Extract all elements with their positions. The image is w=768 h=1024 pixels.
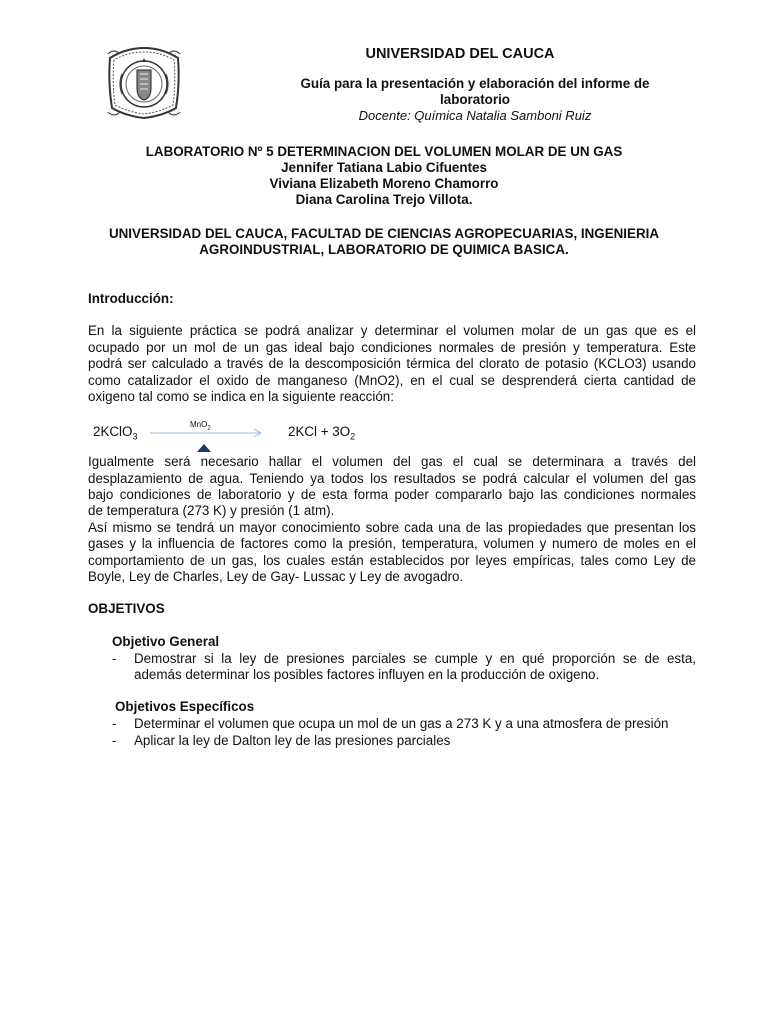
list-dash: -: [112, 651, 117, 666]
affiliation-line2: AGROINDUSTRIAL, LABORATORIO DE QUIMICA BASICA.: [199, 242, 569, 257]
university-name: UNIVERSIDAD DEL CAUCA: [365, 46, 555, 62]
intro-para1-line: En la siguiente práctica se podrá analizar y determinar el volumen molar de un gas que es el: [88, 323, 696, 338]
intro-para3-line: Así mismo se tendrá un mayor conocimiento sobre cada una de las propiedades que presentan los: [88, 520, 696, 535]
list-dash: -: [112, 733, 117, 748]
lab-title: LABORATORIO Nº 5 DETERMINACION DEL VOLUMEN MOLAR DE UN GAS: [145, 144, 623, 159]
objectives-heading: OBJETIVOS: [88, 601, 165, 616]
intro-para1-line: podrá ser calculado a través de la descomposición térmica del clorato de potasio (KCLO3) usando: [88, 356, 696, 371]
author-2: Viviana Elizabeth Moreno Chamorro: [269, 176, 499, 191]
intro-para2-line: bajo condiciones de laboratorio y de esta forma poder compararlo bajo las condiciones normales: [88, 487, 696, 502]
reaction-reactant: 2KClO$_3$: [93, 424, 138, 442]
reaction-arrow: [148, 426, 266, 440]
specific-objective-item: Aplicar la ley de Dalton ley de las presiones parciales: [134, 733, 451, 748]
university-seal-icon: [104, 44, 184, 122]
affiliation-line1: UNIVERSIDAD DEL CAUCA, FACULTAD DE CIENCIAS AGROPECUARIAS, INGENIERIA: [108, 226, 660, 241]
intro-para2-line: desplazamiento de agua. Teniendo ya todos los resultados se podrá calcular el volumen del gas: [88, 471, 696, 486]
teacher-name: Docente: Química Natalia Samboni Ruiz: [358, 108, 592, 123]
intro-para2-line: Igualmente será necesario hallar el volumen del gas el cual se determinara a través del: [88, 454, 696, 469]
intro-para3-line: gases y la influencia de factores como la presión, temperatura, volumen y numero de moles en el: [88, 536, 696, 551]
intro-para1-line: como catalizador el oxido de manganeso (MnO2), en el cual se desprenderá cierta cantidad de: [88, 373, 696, 388]
intro-para2-line: de temperatura (273 K) y presión (1 atm).: [88, 503, 335, 518]
introduction-heading: Introducción:: [88, 291, 174, 306]
author-3: Diana Carolina Trejo Villota.: [295, 192, 473, 207]
intro-para1-line: ocupado por un mol de un gas ideal bajo condiciones normales de presión y temperatura. Este: [88, 340, 696, 355]
guide-title-line1: Guía para la presentación y elaboración del informe de: [300, 76, 650, 91]
reaction-products: $2KCl + 3O_2$: [288, 424, 356, 442]
list-dash: -: [112, 716, 117, 731]
intro-para3-line: Boyle, Ley de Charles, Ley de Gay- Lussac y Ley de avogadro.: [88, 569, 464, 584]
general-objective-heading: Objetivo General: [112, 634, 220, 649]
guide-title-line2: laboratorio: [440, 92, 510, 107]
intro-para1-line: oxigeno tal como se indica en la siguiente reacción:: [88, 389, 394, 404]
general-objective-line2: además determinar los posibles factores influyen en la producción de oxigeno.: [134, 667, 600, 682]
specific-objectives-heading: Objetivos Específicos: [115, 699, 255, 714]
specific-objective-item: Determinar el volumen que ocupa un mol de un gas a 273 K y a una atmosfera de presión: [134, 716, 669, 731]
reaction-catalyst: MnO$_2$: [190, 420, 211, 432]
reaction-heat-triangle-icon: [196, 440, 212, 450]
intro-para3-line: comportamiento de un gas, los cuales están establecidos por leyes empíricas, tales como Ley de: [88, 553, 696, 568]
general-objective-line1: Demostrar si la ley de presiones parciales se cumple y en qué proporción se de esta,: [134, 651, 696, 666]
author-1: Jennifer Tatiana Labio Cifuentes: [281, 160, 487, 175]
